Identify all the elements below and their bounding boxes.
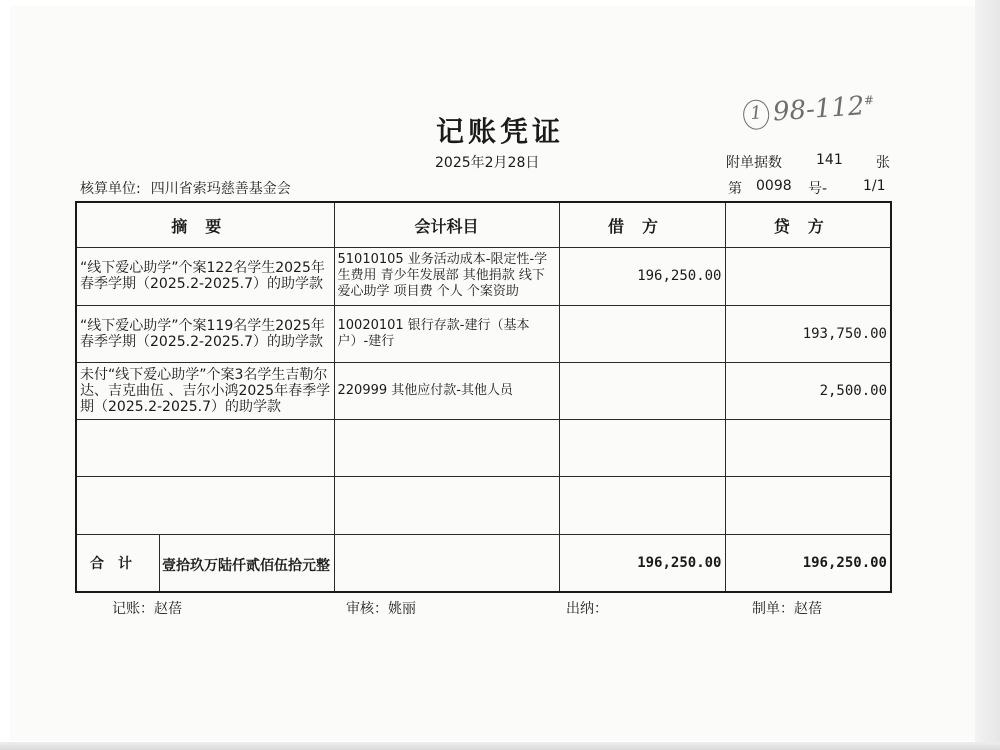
row-summary: “线下爱心助学”个案119名学生2025年春季学期（2025.2-2025.7）的助学款 <box>76 305 334 362</box>
voucher-suffix: 号- <box>808 181 828 197</box>
row-debit <box>559 305 725 362</box>
table-row <box>76 477 891 534</box>
handwritten-note-sup: # <box>863 92 875 108</box>
voucher-table <box>75 201 892 593</box>
attachments-label: 附单据数 <box>726 155 782 171</box>
handwritten-circled-number: 1 <box>742 99 770 131</box>
voucher-date: 2025年2月28日 <box>435 155 540 171</box>
total-label: 合计 <box>77 535 160 591</box>
row-credit <box>725 420 891 477</box>
attachments-info <box>726 152 891 172</box>
row-account: 220999 其他应付款-其他人员 <box>334 362 559 419</box>
row-credit <box>725 477 891 534</box>
scan-edge-right <box>975 0 1000 750</box>
table-header-row <box>76 202 891 248</box>
row-debit <box>559 420 725 477</box>
header-summary: 摘要 <box>76 202 334 248</box>
header-debit: 借方 <box>559 202 725 248</box>
signature-cashier: 出纳： <box>566 601 608 617</box>
row-credit: 193,750.00 <box>725 305 891 362</box>
accounting-unit-label: 核算单位: <box>80 181 141 197</box>
row-debit <box>559 477 725 534</box>
row-credit <box>725 248 891 305</box>
total-debit: 196,250.00 <box>559 534 725 592</box>
row-account: 10020101 银行存款-建行（基本户）-建行 <box>334 305 559 362</box>
table-row <box>76 420 891 477</box>
table-row <box>76 248 891 305</box>
row-debit <box>559 362 725 419</box>
total-credit: 196,250.00 <box>725 534 891 592</box>
voucher-title: 记账凭证 <box>435 115 564 148</box>
accounting-unit <box>80 178 291 198</box>
scan-edge-bottom <box>0 742 1000 750</box>
total-amount-words: 壹拾玖万陆仟贰佰伍拾元整 <box>162 558 330 574</box>
voucher-page: 1/1 <box>863 178 886 194</box>
accounting-unit-name: 四川省索玛慈善基金会 <box>150 181 291 197</box>
row-account: 51010105 业务活动成本-限定性-学生费用 青少年发展部 其他捐款 线下爱心助学 项目费 个人 个案资助 <box>334 248 559 305</box>
row-summary: “线下爱心助学”个案122名学生2025年春季学期（2025.2-2025.7）的助学款 <box>76 248 334 305</box>
row-summary: 未付“线下爱心助学”个案3名学生吉勒尔达、吉克曲伍 、吉尔小鸿2025年春季学期（2025.2-2025.7）的助学款 <box>76 362 334 419</box>
header-credit: 贷方 <box>725 202 891 248</box>
signature-reviewer: 审核：姚丽 <box>346 601 416 617</box>
row-debit: 196,250.00 <box>559 248 725 305</box>
row-summary <box>76 477 334 534</box>
signature-bookkeeper: 记账：赵蓓 <box>112 601 182 617</box>
total-amount-words-cell <box>334 534 559 592</box>
header-account: 会计科目 <box>334 202 559 248</box>
table-row <box>76 305 891 362</box>
handwritten-note-text: 98-112 <box>772 91 866 128</box>
attachments-unit: 张 <box>876 155 890 171</box>
voucher-prefix: 第 <box>728 181 742 197</box>
voucher-no: 0098 <box>756 178 792 194</box>
attachments-count: 141 <box>816 152 843 168</box>
row-credit: 2,500.00 <box>725 362 891 419</box>
row-account <box>334 477 559 534</box>
row-account <box>334 420 559 477</box>
row-summary <box>76 420 334 477</box>
signature-preparer: 制单：赵蓓 <box>752 601 822 617</box>
table-row <box>76 362 891 419</box>
